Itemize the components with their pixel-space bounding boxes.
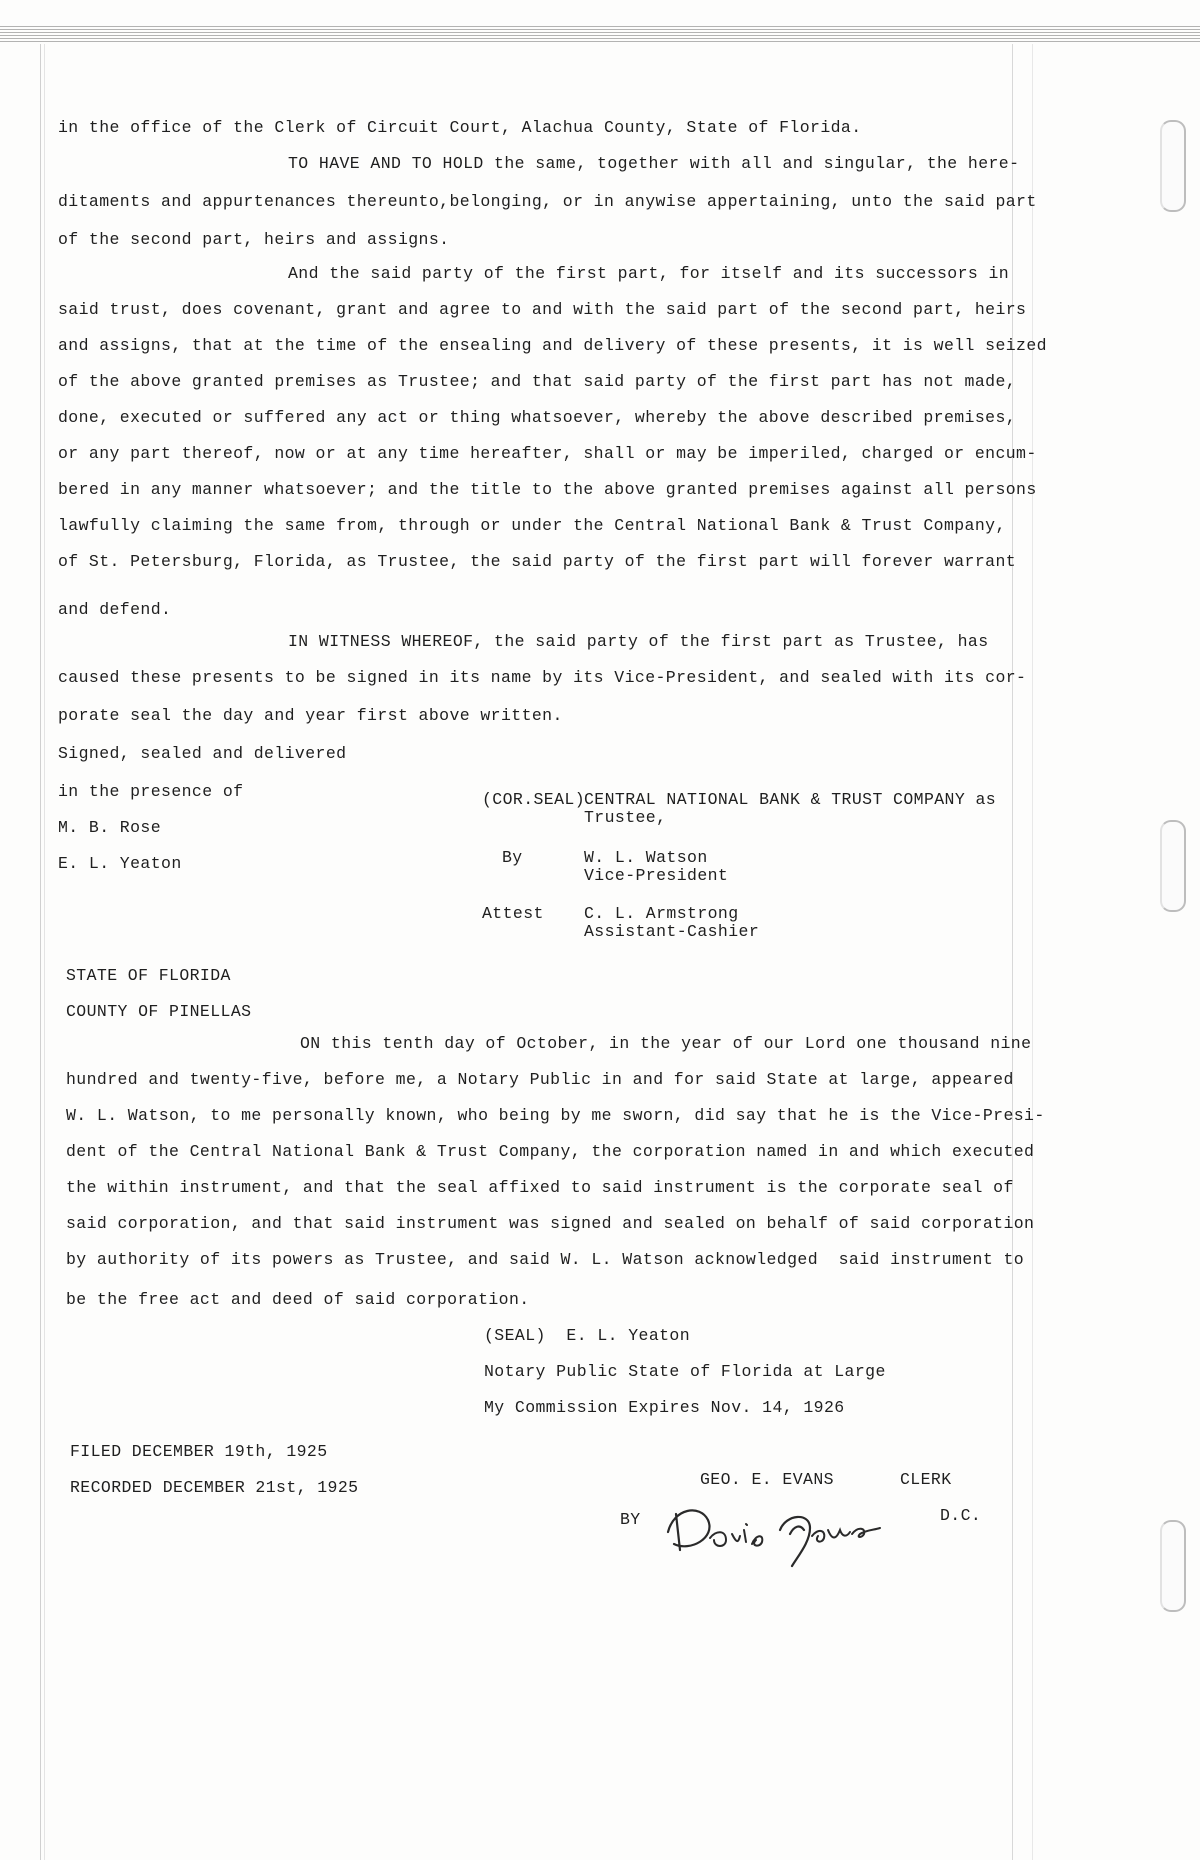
notary-line: dent of the Central National Bank & Trust Company, the corporation named in and which executed — [66, 1142, 1035, 1161]
body-line: and assigns, that at the time of the ensealing and delivery of these presents, it is well seized — [58, 336, 1047, 355]
corporate-seal-label: (COR.SEAL) — [482, 790, 586, 809]
attester-name: C. L. Armstrong — [584, 904, 739, 923]
body-line: IN WITNESS WHEREOF, the said party of the first part as Trustee, has — [288, 632, 989, 651]
left-margin-edge — [44, 44, 45, 1860]
deputy-clerk-title: D.C. — [940, 1506, 982, 1525]
body-line: of the second part, heirs and assigns. — [58, 230, 450, 249]
right-margin-edge — [1032, 44, 1033, 1860]
state-heading: STATE OF FLORIDA — [66, 966, 231, 985]
notary-line: hundred and twenty-five, before me, a Notary Public in and for said State at large, appeared — [66, 1070, 1014, 1089]
presence-line: in the presence of — [58, 782, 244, 801]
signer-title: Vice-President — [584, 866, 729, 885]
witness-name: E. L. Yeaton — [58, 854, 182, 873]
notary-title-line: Notary Public State of Florida at Large — [484, 1362, 886, 1381]
body-line: or any part thereof, now or at any time hereafter, shall or may be imperiled, charged or encum- — [58, 444, 1037, 463]
notary-line: the within instrument, and that the seal affixed to said instrument is the corporate seal of — [66, 1178, 1014, 1197]
body-line: And the said party of the first part, for itself and its successors in — [288, 264, 1010, 283]
body-line: TO HAVE AND TO HOLD the same, together with all and singular, the here- — [288, 154, 1020, 173]
body-line: bered in any manner whatsoever; and the title to the above granted premises against all persons — [58, 480, 1037, 499]
county-heading: COUNTY OF PINELLAS — [66, 1002, 252, 1021]
body-line: porate seal the day and year first above written. — [58, 706, 563, 725]
recorded-date: RECORDED DECEMBER 21st, 1925 — [70, 1478, 359, 1497]
company-name: CENTRAL NATIONAL BANK & TRUST COMPANY as — [584, 790, 997, 809]
commission-line: My Commission Expires Nov. 14, 1926 — [484, 1398, 845, 1417]
body-line: and defend. — [58, 600, 172, 619]
punch-hole — [1160, 120, 1186, 212]
notary-seal-line: (SEAL) E. L. Yeaton — [484, 1326, 691, 1345]
notary-line: said corporation, and that said instrument was signed and sealed on behalf of said corporation — [66, 1214, 1035, 1233]
body-line: of the above granted premises as Trustee; and that said party of the first part has not made, — [58, 372, 1017, 391]
top-border-rule — [0, 26, 1200, 44]
punch-hole — [1160, 820, 1186, 912]
body-line: lawfully claiming the same from, through or under the Central National Bank & Trust Company, — [58, 516, 1006, 535]
filed-date: FILED DECEMBER 19th, 1925 — [70, 1442, 328, 1461]
notary-line: be the free act and deed of said corporation. — [66, 1290, 530, 1309]
notary-line: W. L. Watson, to me personally known, who being by me sworn, did say that he is the Vice-Presi- — [66, 1106, 1045, 1125]
body-line: caused these presents to be signed in its name by its Vice-President, and sealed with its cor- — [58, 668, 1027, 687]
company-name-cont: Trustee, — [584, 808, 667, 827]
notary-line: ON this tenth day of October, in the year of our Lord one thousand nine — [300, 1034, 1032, 1053]
notary-line: by authority of its powers as Trustee, and said W. L. Watson acknowledged said instrument to — [66, 1250, 1025, 1269]
clerk-name: GEO. E. EVANS — [700, 1470, 834, 1489]
signer-name: W. L. Watson — [584, 848, 708, 867]
body-line: of St. Petersburg, Florida, as Trustee, the said party of the first part will forever warrant — [58, 552, 1017, 571]
body-line: ditaments and appurtenances thereunto,belonging, or in anywise appertaining, unto the said part — [58, 192, 1037, 211]
punch-hole — [1160, 1520, 1186, 1612]
left-margin-edge — [40, 44, 41, 1860]
body-line: in the office of the Clerk of Circuit Court, Alachua County, State of Florida. — [58, 118, 862, 137]
clerk-title: CLERK — [900, 1470, 952, 1489]
witness-name: M. B. Rose — [58, 818, 162, 837]
by-label: BY — [620, 1510, 641, 1529]
attest-label: Attest — [482, 904, 544, 923]
attester-title: Assistant-Cashier — [584, 922, 760, 941]
by-label: By — [502, 848, 523, 867]
body-line: said trust, does covenant, grant and agree to and with the said part of the second part, heirs — [58, 300, 1027, 319]
body-line: done, executed or suffered any act or thing whatsoever, whereby the above described premises, — [58, 408, 1017, 427]
deputy-clerk-signature — [660, 1490, 910, 1570]
signed-sealed-line: Signed, sealed and delivered — [58, 744, 347, 763]
